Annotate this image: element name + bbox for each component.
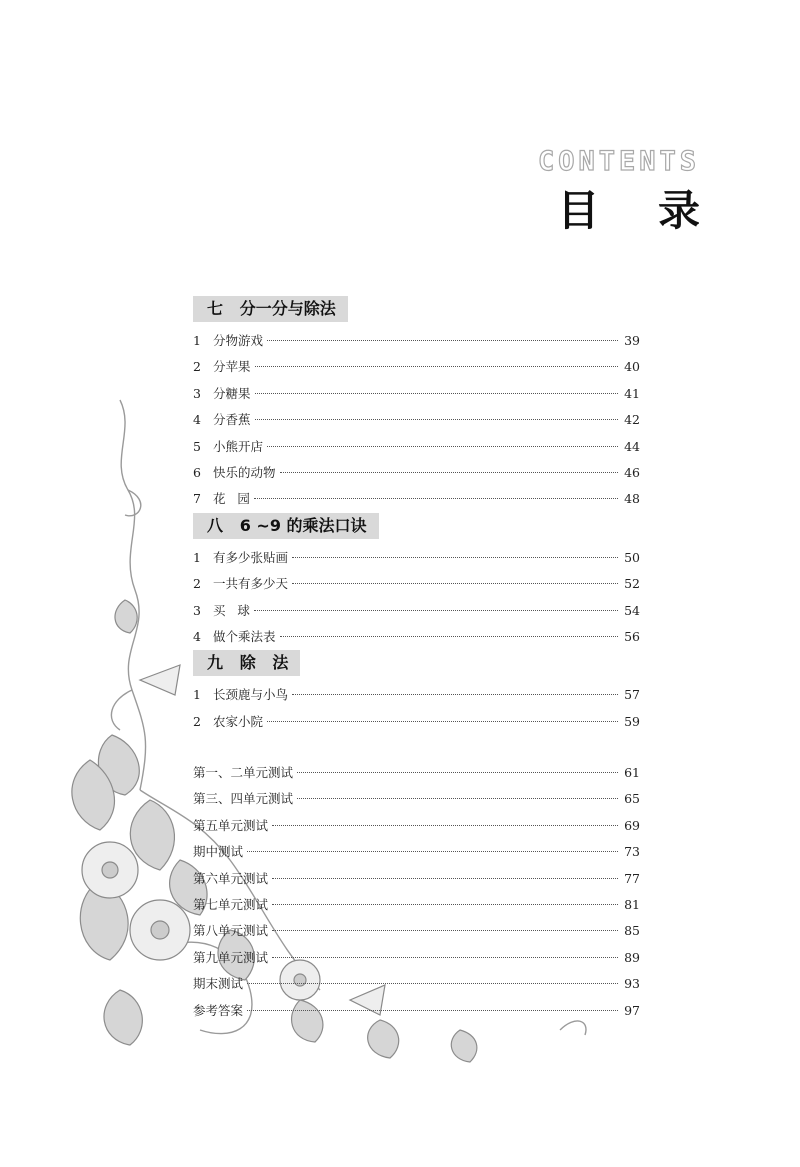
toc-entry[interactable] xyxy=(193,381,640,407)
entry-number: 1 xyxy=(193,333,201,348)
entry-title: 第三、四单元测试 xyxy=(193,791,294,807)
entry-page: 50 xyxy=(624,549,640,565)
entry-title: 第九单元测试 xyxy=(193,949,269,965)
entry-page: 81 xyxy=(624,896,640,912)
entry-page: 89 xyxy=(624,949,640,965)
dot-leader xyxy=(280,636,618,637)
entry-title: 有多少张贴画 xyxy=(213,549,289,565)
toc-entry[interactable] xyxy=(193,460,640,486)
entry-page: 40 xyxy=(624,359,640,375)
chapter-section xyxy=(193,650,640,735)
chapter-heading[interactable]: 七 分一分与除法 xyxy=(193,296,348,322)
entry-title: 第七单元测试 xyxy=(193,896,269,912)
test-entry[interactable] xyxy=(193,760,640,786)
dot-leader xyxy=(255,366,618,367)
chapter-heading[interactable]: 九 除 法 xyxy=(193,650,300,676)
test-entry[interactable] xyxy=(193,839,640,865)
entry-title: 农家小院 xyxy=(213,713,264,729)
entry-page: 56 xyxy=(624,628,640,644)
test-entry[interactable] xyxy=(193,971,640,997)
entry-page: 42 xyxy=(624,412,640,428)
test-entry[interactable] xyxy=(193,892,640,918)
entry-page: 48 xyxy=(624,491,640,507)
chapter-section xyxy=(193,513,640,651)
entry-title: 快乐的动物 xyxy=(213,464,276,480)
dot-leader xyxy=(297,772,618,773)
test-entry[interactable] xyxy=(193,998,640,1024)
dot-leader xyxy=(292,557,618,558)
entry-page: 57 xyxy=(624,687,640,703)
entry-title: 一共有多少天 xyxy=(213,576,289,592)
dot-leader xyxy=(272,825,618,826)
entry-title: 花 园 xyxy=(213,491,250,507)
entry-title: 期末测试 xyxy=(193,976,244,992)
entry-number: 3 xyxy=(193,602,201,618)
entry-title: 第五单元测试 xyxy=(193,817,269,833)
entry-title: 做个乘法表 xyxy=(213,628,276,644)
entry-title: 分苹果 xyxy=(213,359,251,375)
toc-entry[interactable] xyxy=(193,598,640,624)
table-of-contents xyxy=(193,296,640,735)
dot-leader xyxy=(254,610,618,611)
entry-number: 2 xyxy=(193,713,201,729)
toc-entry[interactable] xyxy=(193,486,640,512)
entry-page: 39 xyxy=(624,333,640,348)
entry-number: 2 xyxy=(193,576,201,592)
entry-number: 4 xyxy=(193,628,201,644)
dot-leader xyxy=(297,798,618,799)
entry-title: 第一、二单元测试 xyxy=(193,765,294,780)
dot-leader xyxy=(255,419,618,420)
entry-page: 59 xyxy=(624,713,640,729)
entry-page: 65 xyxy=(624,791,640,807)
dot-leader xyxy=(292,583,618,584)
dot-leader xyxy=(292,694,618,695)
entry-page: 46 xyxy=(624,464,640,480)
toc-entry[interactable] xyxy=(193,328,640,354)
entry-title: 分糖果 xyxy=(213,385,251,401)
dot-leader xyxy=(272,957,618,958)
entry-title: 参考答案 xyxy=(193,1002,244,1018)
dot-leader xyxy=(247,851,618,852)
dot-leader xyxy=(255,393,618,394)
test-entry[interactable] xyxy=(193,918,640,944)
entry-title: 小熊开店 xyxy=(213,438,264,454)
toc-entry[interactable] xyxy=(193,407,640,433)
entry-page: 52 xyxy=(624,576,640,592)
entry-title: 分物游戏 xyxy=(213,333,264,348)
tests-list xyxy=(193,760,640,1024)
entry-page: 73 xyxy=(624,844,640,860)
entry-number: 2 xyxy=(193,359,201,375)
dot-leader xyxy=(267,446,618,447)
chapter-section xyxy=(193,296,640,513)
test-entry[interactable] xyxy=(193,866,640,892)
toc-entry[interactable] xyxy=(193,709,640,735)
entry-number: 7 xyxy=(193,491,201,507)
entry-number: 6 xyxy=(193,464,201,480)
page-title: 目 录 xyxy=(557,186,722,235)
toc-entry[interactable] xyxy=(193,354,640,380)
entry-title: 第六单元测试 xyxy=(193,870,269,886)
entry-page: 44 xyxy=(624,438,640,454)
test-entry[interactable] xyxy=(193,786,640,812)
entry-page: 97 xyxy=(624,1002,640,1018)
entry-number: 3 xyxy=(193,385,201,401)
dot-leader xyxy=(267,721,618,722)
entry-page: 77 xyxy=(624,870,640,886)
entry-page: 61 xyxy=(624,765,640,780)
entry-page: 41 xyxy=(624,385,640,401)
toc-entry[interactable] xyxy=(193,571,640,597)
entry-title: 买 球 xyxy=(213,602,250,618)
entry-number: 4 xyxy=(193,412,201,428)
entry-title: 分香蕉 xyxy=(213,412,251,428)
dot-leader xyxy=(280,472,618,473)
entry-page: 93 xyxy=(624,976,640,992)
entry-title: 期中测试 xyxy=(193,844,244,860)
entry-title: 长颈鹿与小鸟 xyxy=(213,687,289,703)
entry-page: 85 xyxy=(624,923,640,939)
dot-leader xyxy=(272,904,618,905)
dot-leader xyxy=(272,930,618,931)
entry-number: 1 xyxy=(193,549,201,565)
entry-page: 54 xyxy=(624,602,640,618)
toc-entry[interactable] xyxy=(193,624,640,650)
toc-entry[interactable] xyxy=(193,434,640,460)
dot-leader xyxy=(267,340,618,341)
entry-number: 5 xyxy=(193,438,201,454)
entry-title: 第八单元测试 xyxy=(193,923,269,939)
dot-leader xyxy=(254,498,618,499)
chapter-heading[interactable]: 八 6 ~9 的乘法口诀 xyxy=(193,513,379,539)
test-entry[interactable] xyxy=(193,813,640,839)
dot-leader xyxy=(272,878,618,879)
entry-number: 1 xyxy=(193,687,201,703)
toc-entry[interactable] xyxy=(193,545,640,571)
test-entry[interactable] xyxy=(193,945,640,971)
entry-page: 69 xyxy=(624,817,640,833)
toc-entry[interactable] xyxy=(193,682,640,708)
contents-heading: CONTENTS xyxy=(537,146,700,177)
dot-leader xyxy=(247,983,618,984)
dot-leader xyxy=(247,1010,618,1011)
